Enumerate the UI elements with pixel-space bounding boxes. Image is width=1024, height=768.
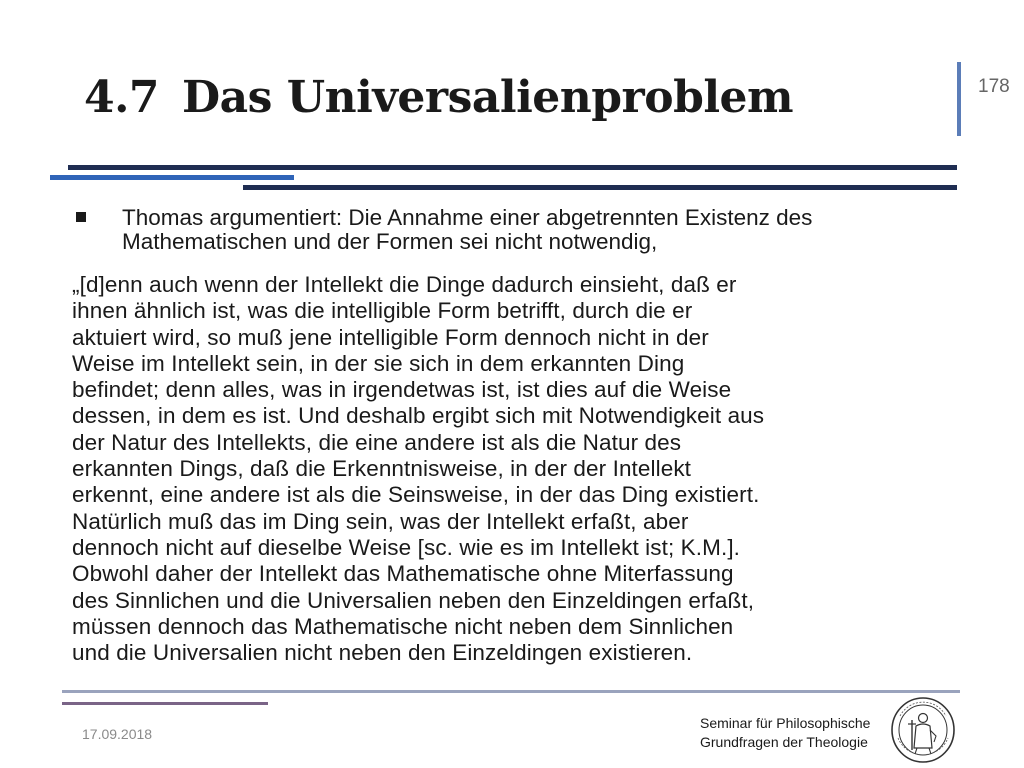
quote-line: „[d]enn auch wenn der Intellekt die Dinge dadurch einsieht, daß er xyxy=(72,272,737,297)
quote-line: der Natur des Intellekts, die eine andere ist als die Natur des xyxy=(72,429,682,455)
footer-rule-accent xyxy=(62,702,268,705)
section-number: 4.7 xyxy=(84,72,160,123)
quote-line: befindet; denn alles, was in irgendetwas ist, ist dies auf die Weise xyxy=(72,377,732,403)
header-rule-top xyxy=(68,165,957,170)
footer-institution xyxy=(700,714,870,752)
square-bullet-icon xyxy=(76,212,86,222)
quote-line: erkannten Dings, daß die Erkenntnisweise, in der der Intellekt xyxy=(72,456,692,482)
quote-line: dessen, in dem es ist. Und deshalb ergibt sich mit Notwendigkeit aus xyxy=(72,403,765,429)
quote-line: müssen dennoch das Mathematische nicht neben dem Sinnlichen xyxy=(72,613,734,639)
quote-line: dennoch nicht auf dieselbe Weise [sc. wie es im Intellekt ist; K.M.]. xyxy=(72,534,741,560)
quote-line: und die Universalien nicht neben den Einzeldingen existieren. xyxy=(72,640,693,666)
footer-date: 17.09.2018 xyxy=(82,726,153,742)
header-rule-accent xyxy=(50,175,294,180)
page-number: 178 xyxy=(978,76,1010,97)
university-seal-icon xyxy=(890,696,956,764)
bullet-text: Thomas argumentiert: Die Annahme einer abgetrennten Existenz des Mathematischen und der Formen sei nicht notwendig, xyxy=(122,205,813,254)
slide-title xyxy=(84,70,793,126)
institution-line: Seminar für Philosophische xyxy=(700,715,871,731)
footer-rule xyxy=(62,690,960,693)
institution-line: Grundfragen der Theologie xyxy=(700,734,868,750)
quote-line: des Sinnlichen und die Universalien neben den Einzeldingen erfaßt, xyxy=(72,587,755,613)
quote-line: aktuiert wird, so muß jene intelligible Form dennoch nicht in der xyxy=(72,324,709,350)
title-text: Das Universalienproblem xyxy=(182,72,794,123)
quote-block xyxy=(72,272,972,666)
quote-line: Obwohl daher der Intellekt das Mathematische ohne Miterfassung xyxy=(72,561,734,587)
header-rule-bottom xyxy=(243,185,957,190)
quote-line: Weise im Intellekt sein, in der sie sich in dem erkannten Ding xyxy=(72,350,685,376)
quote-line: ihnen ähnlich ist, was die intelligible Form betrifft, durch die er xyxy=(72,298,693,324)
quote-line: Natürlich muß das im Ding sein, was der Intellekt erfaßt, aber xyxy=(72,508,689,534)
quote-line: erkennt, eine andere ist als die Seinsweise, in der das Ding existiert. xyxy=(72,482,760,508)
vertical-accent-line xyxy=(957,62,961,136)
